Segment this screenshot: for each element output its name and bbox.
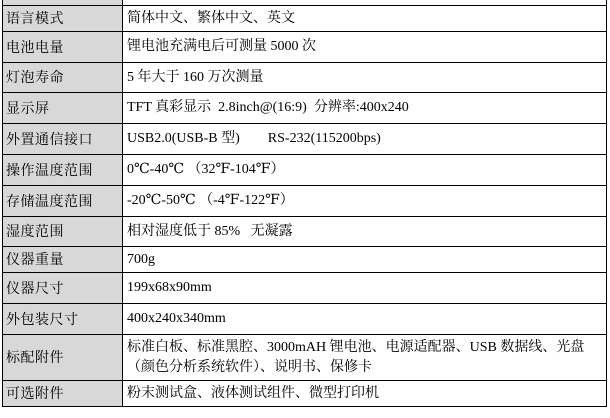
spec-label: 灯泡寿命 bbox=[3, 62, 123, 92]
spec-label: 操作温度范围 bbox=[3, 154, 123, 185]
table-row bbox=[3, 272, 607, 303]
spec-value: 粉末测试盒、液体测试组件、微型打印机 bbox=[123, 380, 607, 406]
spec-value: -20℃-50℃ （-4℉-122℉） bbox=[123, 185, 607, 216]
table-row bbox=[3, 334, 607, 380]
spec-value: 简体中文、繁体中文、英文 bbox=[123, 5, 607, 31]
spec-value: USB2.0(USB-B 型) RS-232(115200bps) bbox=[123, 123, 607, 154]
spec-label: 标配附件 bbox=[3, 334, 123, 380]
spec-label: 仪器重量 bbox=[3, 246, 123, 272]
table-row bbox=[3, 5, 607, 31]
spec-value: 0℃-40℃ （32℉-104℉） bbox=[123, 154, 607, 185]
spec-value: 400x240x340mm bbox=[123, 303, 607, 334]
spec-value: 5 年大于 160 万次测量 bbox=[123, 62, 607, 92]
spec-label: 存储温度范围 bbox=[3, 185, 123, 216]
table-row bbox=[3, 185, 607, 216]
specification-table bbox=[2, 0, 607, 407]
spec-value: 锂电池充满电后可测量 5000 次 bbox=[123, 31, 607, 62]
spec-label: 语言模式 bbox=[3, 5, 123, 31]
spec-value: 700g bbox=[123, 246, 607, 272]
spec-label: 可选附件 bbox=[3, 380, 123, 406]
spec-label: 外包装尺寸 bbox=[3, 303, 123, 334]
table-row bbox=[3, 303, 607, 334]
spec-value: 199x68x90mm bbox=[123, 272, 607, 303]
table-row bbox=[3, 154, 607, 185]
spec-label: 仪器尺寸 bbox=[3, 272, 123, 303]
spec-label: 外置通信接口 bbox=[3, 123, 123, 154]
spec-label: 显示屏 bbox=[3, 92, 123, 123]
table-row bbox=[3, 123, 607, 154]
spec-value: 相对湿度低于 85% 无凝露 bbox=[123, 216, 607, 246]
spec-value: TFT 真彩显示 2.8inch@(16:9) 分辨率:400x240 bbox=[123, 92, 607, 123]
table-row bbox=[3, 246, 607, 272]
spec-label: 湿度范围 bbox=[3, 216, 123, 246]
table-row bbox=[3, 380, 607, 406]
spec-value: 标准白板、标准黑腔、3000mAH 锂电池、电源适配器、USB 数据线、光盘（颜色分析系统软件）、说明书、保修卡 bbox=[123, 334, 607, 380]
table-row bbox=[3, 62, 607, 92]
spec-label: 电池电量 bbox=[3, 31, 123, 62]
table-row bbox=[3, 216, 607, 246]
table-row bbox=[3, 31, 607, 62]
table-row bbox=[3, 92, 607, 123]
